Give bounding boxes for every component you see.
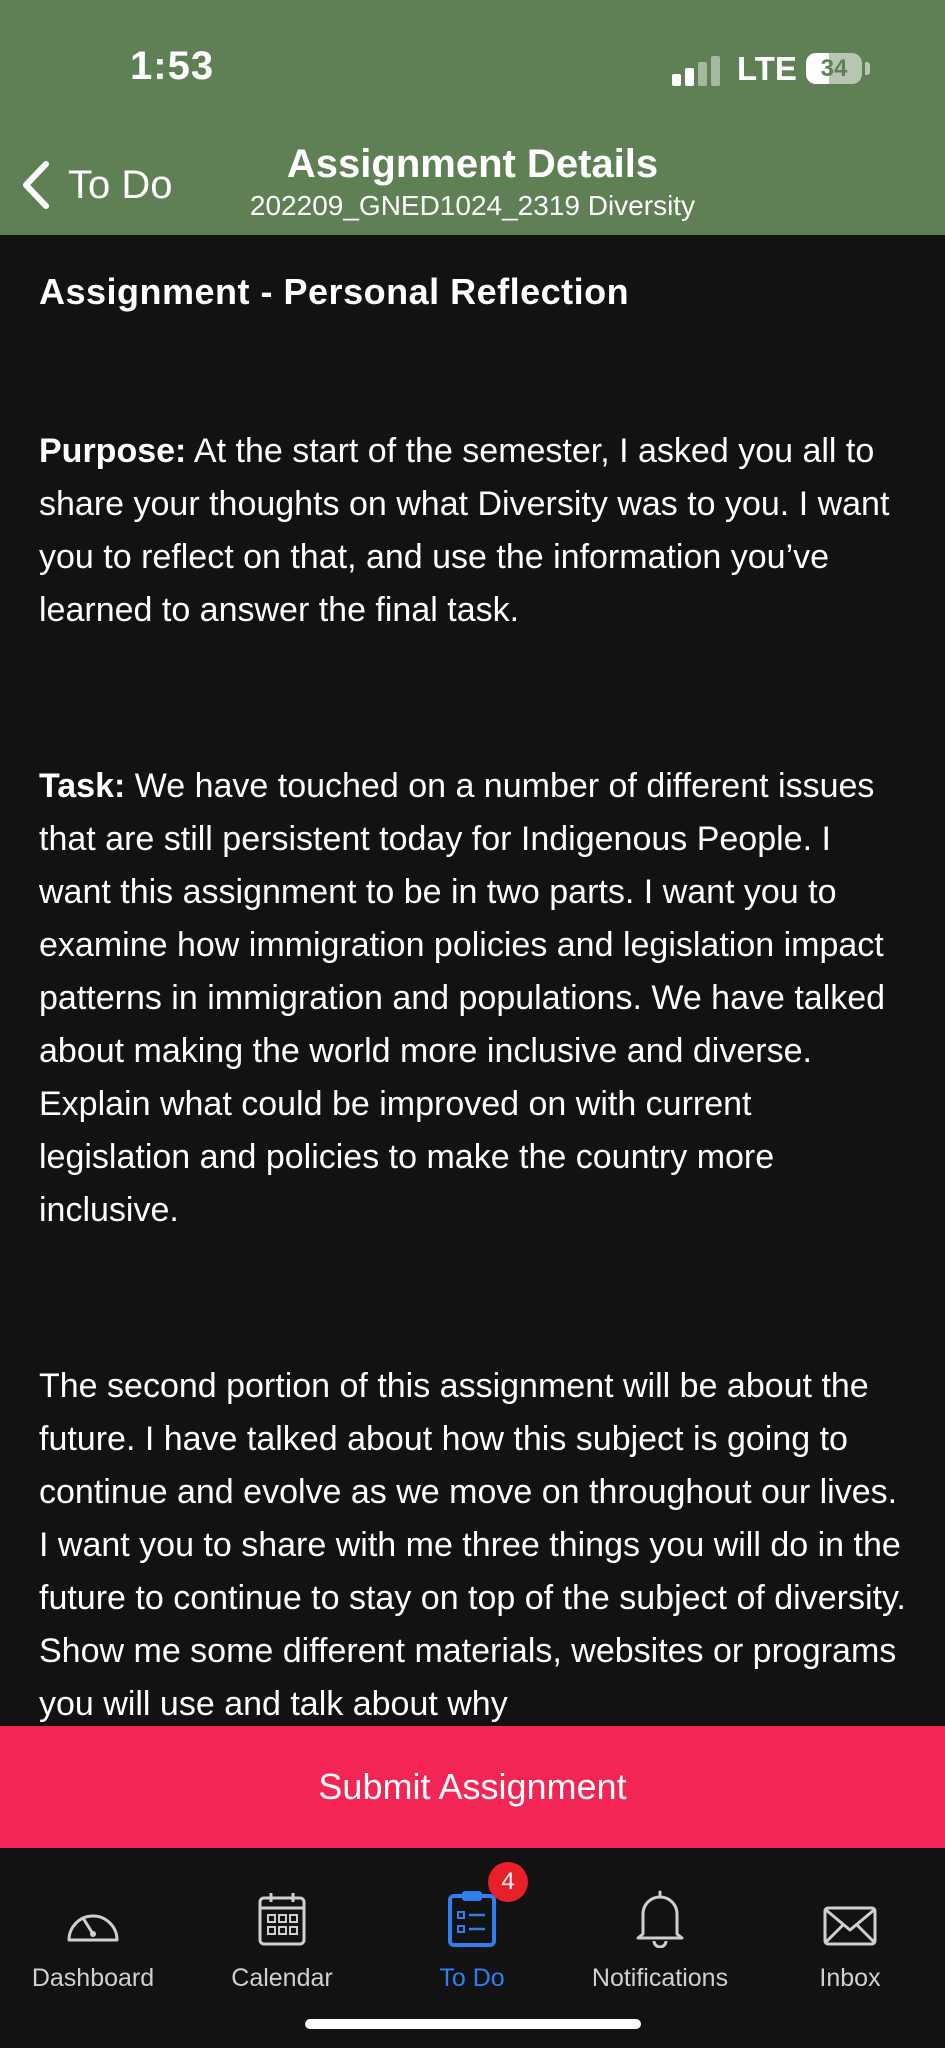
tab-bar — [0, 1848, 945, 2048]
clipboard-icon — [447, 1888, 497, 1948]
tab-dashboard-label: Dashboard — [31, 1964, 155, 1992]
assignment-content[interactable] — [0, 235, 945, 1725]
tab-notifications-label: Notifications — [591, 1964, 729, 1992]
network-type: LTE — [737, 50, 797, 87]
status-time: 1:53 — [130, 44, 215, 88]
assignment-title: Assignment - Personal Reflection — [39, 271, 630, 312]
calendar-icon — [257, 1890, 307, 1948]
page-title: Assignment Details — [286, 142, 659, 186]
purpose-paragraph — [39, 425, 907, 637]
header-bar — [0, 0, 945, 235]
tab-calendar[interactable] — [192, 1868, 372, 1993]
tab-dashboard[interactable] — [3, 1868, 183, 1993]
tab-notifications[interactable] — [570, 1868, 750, 1993]
tab-todo-label: To Do — [439, 1964, 505, 1992]
envelope-icon — [822, 1904, 878, 1948]
tab-inbox[interactable] — [760, 1868, 940, 1993]
battery-level: 34 — [820, 55, 848, 82]
tab-calendar-label: Calendar — [231, 1964, 333, 1992]
submit-assignment-button[interactable]: Submit Assignment — [0, 1726, 945, 1848]
tab-todo[interactable] — [382, 1868, 562, 1993]
purpose-text: At the start of the semester, I asked you all to share your thoughts on what Diversity was to you. I want you to reflect on that, and use the information you’ve learned to answer the final task. — [39, 432, 890, 629]
tab-inbox-label: Inbox — [819, 1964, 881, 1992]
battery-icon — [806, 53, 862, 84]
bell-icon — [633, 1888, 687, 1948]
battery-tip — [865, 62, 870, 75]
task-paragraph — [39, 760, 907, 1237]
task-label: Task: — [39, 767, 126, 805]
signal-icon — [672, 56, 722, 86]
second-portion-paragraph: The second portion of this assignment will be about the future. I have talked about how this subject is going to continue and evolve as we move on throughout our lives. I want you to share with me three things you will do in the future to continue to stay on top of the subject of diversity. Show me some different materials, websites or programs you will use and talk about why — [39, 1367, 906, 1723]
purpose-label: Purpose: — [39, 432, 187, 470]
course-subtitle: 202209_GNED1024_2319 Diversity — [249, 190, 696, 221]
home-indicator[interactable] — [305, 2019, 641, 2029]
speedometer-icon — [63, 1898, 123, 1948]
back-label: To Do — [68, 162, 173, 207]
task-text: We have touched on a number of different issues that are still persistent today for Indigenous People. I want this assignment to be in two parts. I want you to examine how immigration policies and legislation impact patterns in immigration and populations. We have talked about making the world more inclusive and diverse. Explain what could be improved on with current legislation and policies to make the country more inclusive. — [39, 767, 886, 1229]
todo-count-badge: 4 — [488, 1862, 528, 1902]
